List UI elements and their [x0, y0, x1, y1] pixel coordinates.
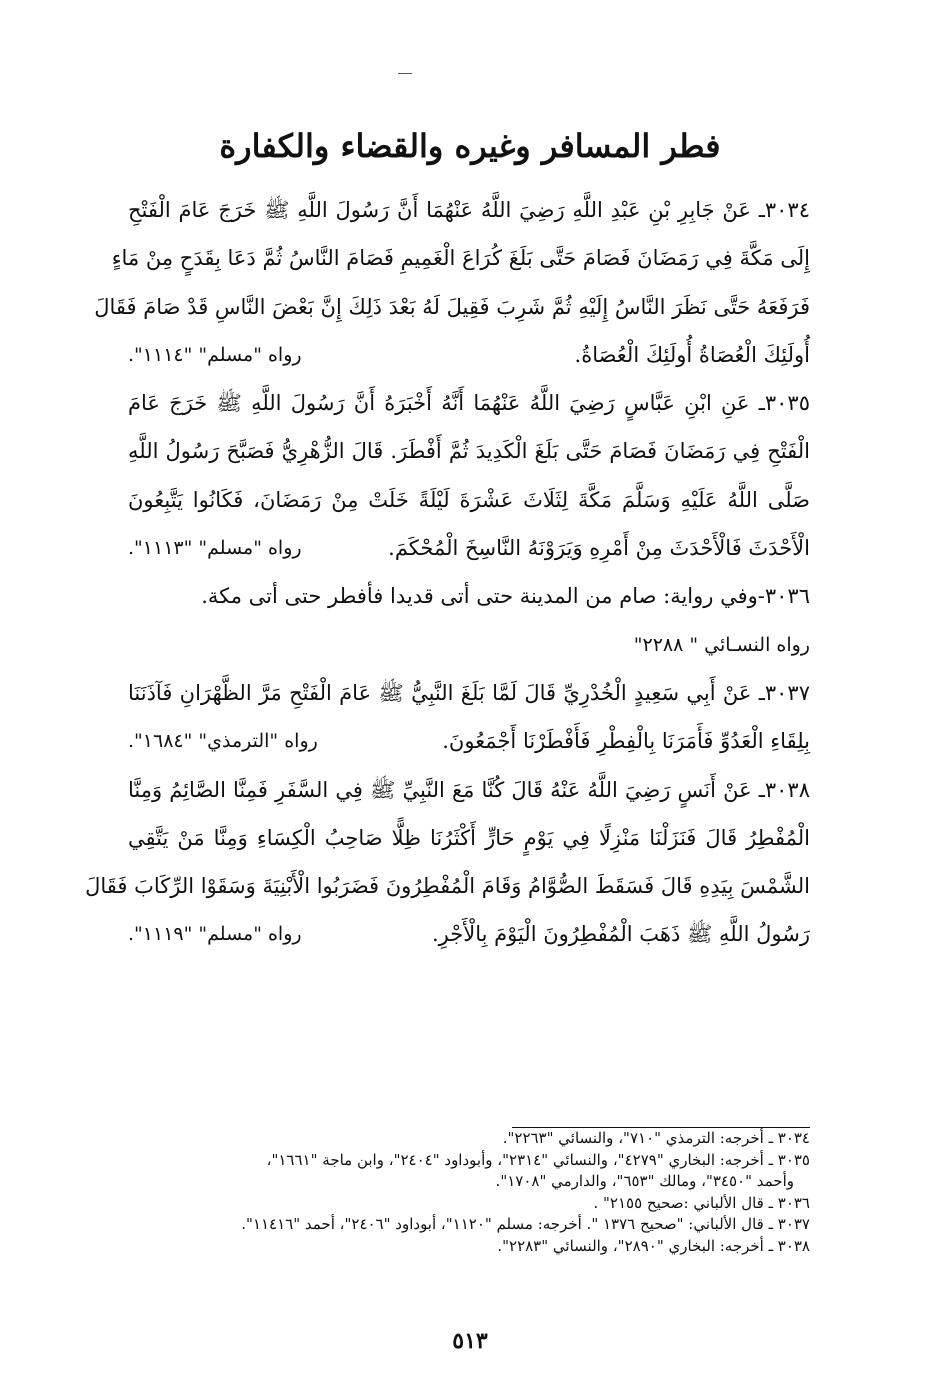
footnote-3034: ٣٠٣٤ ـ أخرجه: الترمذي "٧١٠"، والنسائي "٢٢٦٣".	[502, 1129, 810, 1147]
hadith-3034-reference: رواه "مسلم" "١١١٤".	[128, 343, 302, 366]
hadith-3034-line-1: ٣٠٣٤ـ عَنْ جَابِرِ بْنِ عَبْدِ اللَّهِ رَضِيَ اللَّهُ عَنْهُمَا أَنَّ رَسُولَ اللَّهِ ﷺ خَرَجَ عَامَ الْفَتْحِ	[128, 198, 810, 222]
top-dash-mark	[398, 73, 412, 74]
hadith-3038-text-end: رَسُولُ اللَّهِ ﷺ ذَهَبَ الْمُفْطِرُونَ الْيَوْمَ بِالْأَجْرِ.	[431, 922, 810, 947]
chapter-title: فطر المسافر وغيره والقضاء والكفارة	[219, 127, 721, 165]
hadith-body	[85, 186, 810, 959]
hadith-3034-text-end: أُولَئِكَ الْعُصَاةُ أُولَئِكَ الْعُصَاةُ.	[574, 342, 810, 367]
footnote-3035-continued: وأحمد "٣٤٥٠"، ومالك "٦٥٣"، والدارمي "١٧٠٨".	[495, 1172, 794, 1191]
hadith-3037-reference: رواه "الترمذي" "١٦٨٤".	[128, 730, 318, 753]
hadith-3036-line: ٣٠٣٦-وفي رواية: صام من المدينة حتى أتى قديدا فأفطر حتى أتى مكة.	[201, 584, 810, 609]
footnotes	[128, 1128, 810, 1258]
hadith-3037-last-line	[128, 717, 810, 765]
hadith-3038-line-2: الْمُفْطِرُ قَالَ فَنَزَلْنَا مَنْزِلًا فِي يَوْمٍ حَارٍّ أَكْثَرُنَا ظِلًّا صَاحِبُ الْكِسَاءِ وَمِنَّا مَنْ يَتَّقِي	[128, 825, 810, 850]
hadith-3038-reference: رواه "مسلم" "١١١٩".	[128, 923, 302, 946]
page-number: ٥١٣	[452, 1328, 488, 1354]
hadith-3035-line-1: ٣٠٣٥ـ عَنِ ابْنِ عَبَّاسٍ رَضِيَ اللَّهُ عَنْهُمَا أَنَّهُ أَخْبَرَهُ أَنَّ رَسُولَ اللَّهِ ﷺ خَرَجَ عَامَ	[128, 391, 810, 416]
hadith-3035-line-3: صَلَّى اللَّهُ عَلَيْهِ وَسَلَّمَ مَكَّةَ لِثَلَاثَ عَشْرَةَ لَيْلَةً خَلَتْ مِنْ رَمَضَانَ، فَكَانُوا يَتَّبِعُونَ	[128, 487, 810, 512]
hadith-3035-last-line	[128, 524, 810, 572]
hadith-3038-last-line	[128, 910, 810, 958]
hadith-3034-line-2: إِلَى مَكَّةَ فِي رَمَضَانَ فَصَامَ حَتَّى بَلَغَ كُرَاعَ الْغَمِيمِ فَصَامَ النَّاسُ ثُمَّ دَعَا بِقَدَحٍ مِنْ مَاءٍ	[111, 246, 810, 271]
footnote-3038: ٣٠٣٨ ـ أخرجه: البخاري "٢٨٩٠"، والنسائي "٢٢٨٣".	[497, 1236, 810, 1255]
hadith-3037-text-end: بِلِقَاءِ الْعَدُوِّ فَأَمَرَنَا بِالْفِطْرِ فَأَفْطَرْنَا أَجْمَعُونَ.	[442, 729, 810, 754]
footnote-3035: ٣٠٣٥ ـ أخرجه: البخاري "٤٢٧٩"، والنسائي "٢٣١٤"، وأبوداود "٢٤٠٤"، وابن ماجة "١٦٦١"،	[266, 1150, 810, 1169]
hadith-3037-line-1: ٣٠٣٧ـ عَنْ أَبِي سَعِيدٍ الْخُدْرِيِّ قَالَ لَمَّا بَلَغَ النَّبِيُّ ﷺ عَامَ الْفَتْحِ مَرَّ الظَّهْرَانِ فَآذَنَنَا	[128, 680, 810, 705]
hadith-3035-text-end: الْأَحْدَثَ فَالْأَحْدَثَ مِنْ أَمْرِهِ وَيَرَوْنَهُ النَّاسِخَ الْمُحْكَمَ.	[388, 536, 810, 561]
footnote-3036: ٣٠٣٦ ـ قال الألباني :صحيح ٢١٥٥" .	[593, 1193, 810, 1212]
hadith-3035-line-2: الْفَتْحِ فِي رَمَضَانَ فَصَامَ حَتَّى بَلَغَ الْكَدِيدَ ثُمَّ أَفْطَرَ. قَالَ الزُّهْرِيُّ فَصَبَّحَ رَسُولُ اللَّهِ	[128, 439, 810, 464]
hadith-3036-reference: رواه النسـائي " ٢٢٨٨"	[633, 633, 810, 656]
hadith-3035-reference: رواه "مسلم" "١١١٣".	[128, 537, 302, 560]
hadith-3038-line-1: ٣٠٣٨ـ عَنْ أَنَسٍ رَضِيَ اللَّهُ عَنْهُ قَالَ كُنَّا مَعَ النَّبِيِّ ﷺ فِي السَّفَرِ فَمِنَّا الصَّائِمُ وَمِنَّا	[128, 777, 810, 802]
hadith-3038-line-3: الشَّمْسَ بِيَدِهِ قَالَ فَسَقَطَ الصُّوَّامُ وَقَامَ الْمُفْطِرُونَ فَضَرَبُوا الْأَبْنِيَةَ وَسَقَوْا الرِّكَابَ فَقَالَ	[85, 874, 810, 899]
footnote-3037: ٣٠٣٧ ـ قال الألباني: "صحيح ١٣٧٦ ". أخرجه: مسلم "١١٢٠"، أبوداود "٢٤٠٦"، أحمد "١١٤١٦".	[241, 1215, 810, 1234]
hadith-3034-line-3: فَرَفَعَهُ حَتَّى نَظَرَ النَّاسُ إِلَيْهِ ثُمَّ شَرِبَ فَقِيلَ لَهُ بَعْدَ ذَلِكَ إِنَّ بَعْضَ النَّاسِ قَدْ صَامَ فَقَالَ	[94, 294, 810, 319]
hadith-3034-last-line	[128, 331, 810, 379]
